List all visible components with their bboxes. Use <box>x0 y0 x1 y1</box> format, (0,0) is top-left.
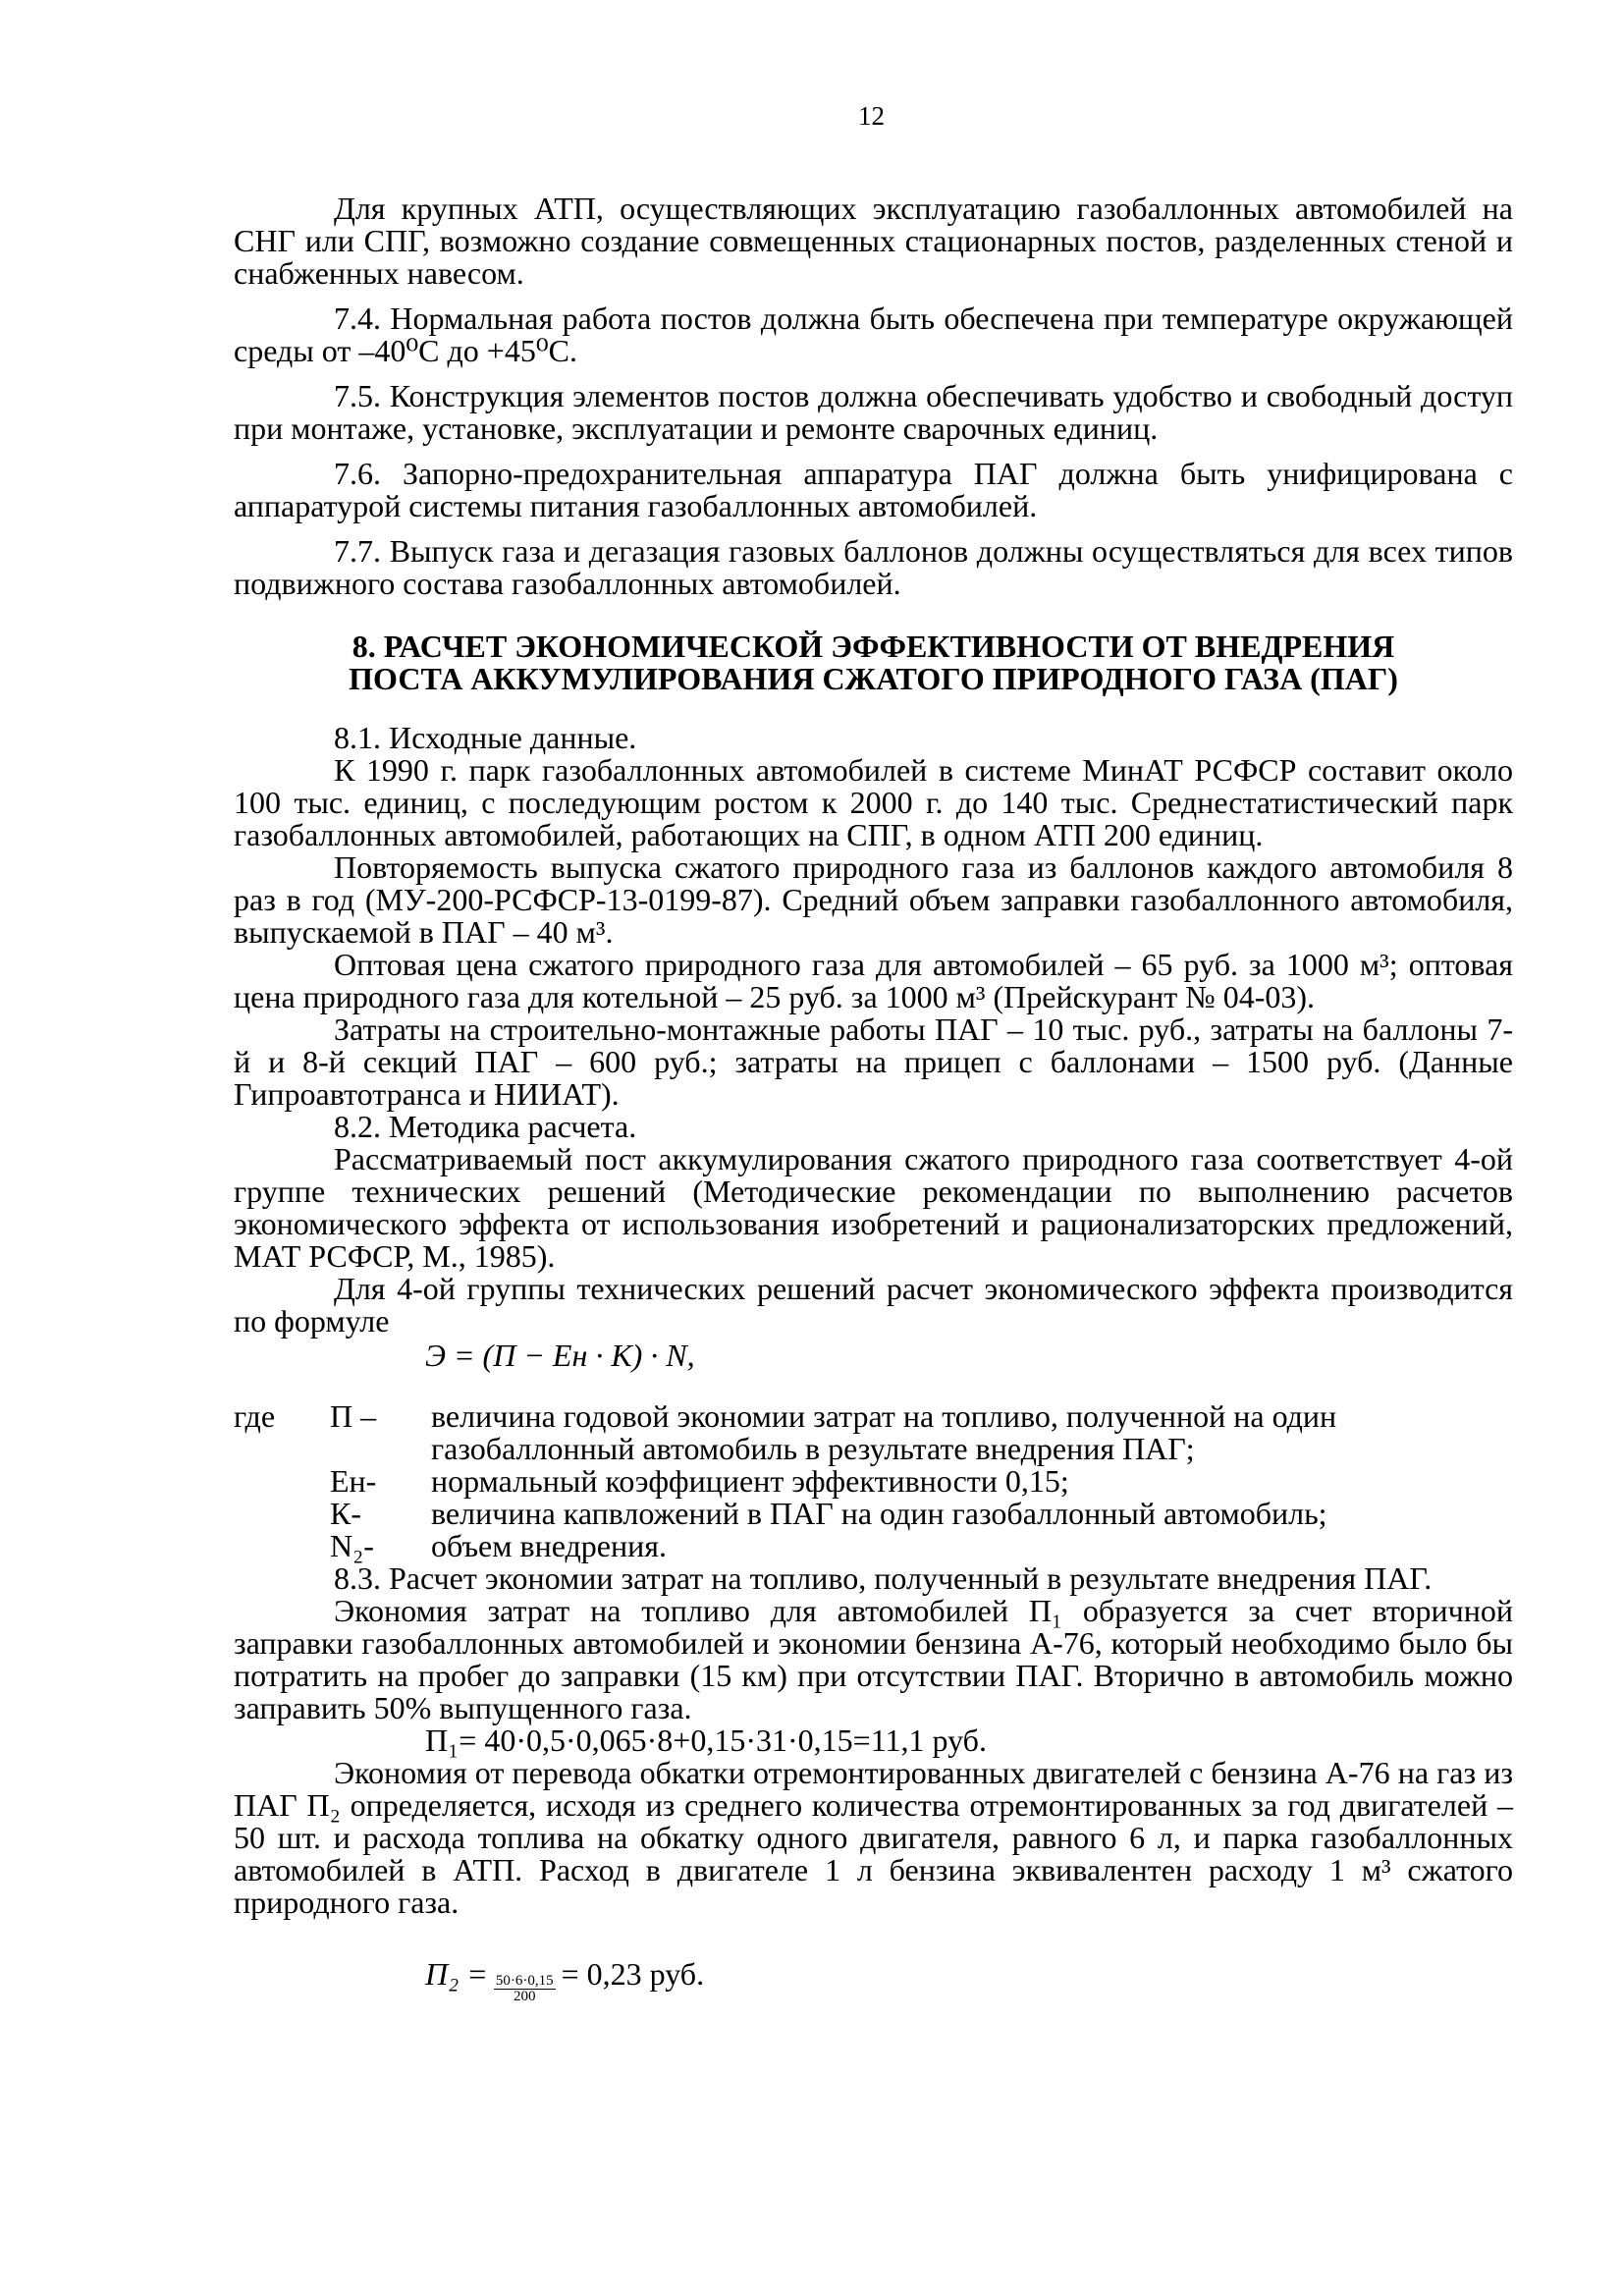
definition-prefix: где <box>234 1398 276 1434</box>
formula-main: Э = (П − Eн · К) · N, <box>425 1338 695 1373</box>
fraction <box>494 1974 556 2004</box>
definition-symbol: Ен- <box>330 1463 377 1499</box>
definition-prefix <box>234 1498 330 1530</box>
formula-p2-lhs: П₂ = <box>425 1956 488 1992</box>
definition-prefix <box>234 1465 330 1498</box>
definition-text: величина капвложений в ПАГ на один газобаллонный автомобиль; <box>431 1496 1327 1531</box>
paragraph: 7.7. Выпуск газа и дегазация газовых баллонов должны осуществляться для всех типов подвижного состава газобаллонных автомобилей. <box>234 533 1513 601</box>
definition-symbol: К- <box>330 1496 361 1531</box>
formula-p2 <box>234 1958 1513 2004</box>
formula-p2-rhs: = 0,23 руб. <box>561 1956 705 1992</box>
paragraph: Оптовая цена сжатого природного газа для автомобилей – 65 руб. за 1000 м³; оптовая цена природного газа для котельной – 25 руб. за 1000 м³ (Прейскурант № 04-03). <box>234 947 1513 1014</box>
paragraph: 7.6. Запорно-предохранительная аппаратура ПАГ должна быть унифицирована с аппаратурой системы питания газобаллонных автомобилей. <box>234 456 1513 523</box>
paragraph: Для крупных АТП, осуществляющих эксплуатацию газобаллонных автомобилей на СНГ или СПГ, возможно создание совмещенных стационарных постов, разделенных стеной и снабженных навесом. <box>234 191 1513 291</box>
paragraph: 8.2. Методика расчета. <box>334 1109 637 1144</box>
definition-text: нормальный коэффициент эффективности 0,15; <box>431 1463 1069 1499</box>
definition-prefix <box>234 1530 330 1562</box>
definition-symbol: П – <box>330 1398 377 1434</box>
definition-row <box>234 1465 1513 1498</box>
definition-row <box>234 1530 1513 1562</box>
page-number: 12 <box>858 101 885 131</box>
heading-line: ПОСТА АККУМУЛИРОВАНИЯ СЖАТОГО ПРИРОДНОГО ГАЗА (ПАГ) <box>349 661 1398 696</box>
paragraph: Экономия от перевода обкатки отремонтированных двигателей с бензина А-76 на газ из ПАГ П₂ определяется, исходя из среднего количества отремонтированных за год двигателей – 50 шт. и расхода топлива на обкатку одного двигателя, равного 6 л, и парка газобаллонных автомобилей в АТП. Расход в двигателе 1 л бензина эквивалентен расходу 1 м³ сжатого природного газа. <box>234 1755 1513 1920</box>
paragraph: Повторяемость выпуска сжатого природного газа из баллонов каждого автомобиля 8 раз в год (МУ-200-РСФСР-13-0199-87). Средний объем заправки газобаллонного автомобиля, выпускаемой в ПАГ – 40 м³. <box>234 849 1513 950</box>
paragraph: 7.5. Конструкция элементов постов должна обеспечивать удобство и свободный доступ при монтаже, установке, эксплуатации и ремонте сварочных единиц. <box>234 378 1513 446</box>
section-heading <box>234 630 1513 695</box>
page-content <box>234 192 1513 2004</box>
fraction-denominator: 200 <box>513 1989 536 2004</box>
formula-p1 <box>234 1724 1513 1757</box>
definition-row <box>234 1498 1513 1530</box>
paragraph: Экономия затрат на топливо для автомобилей П₁ образуется за счет вторичной заправки газобаллонных автомобилей и экономии бензина А-76, который необходимо было бы потратить на пробег до заправки (15 км) при отсутствии ПАГ. Вторично в автомобиль можно заправить 50% выпущенного газа. <box>234 1593 1513 1725</box>
formula-p1-text: П₁= 40·0,5·0,065·8+0,15·31·0,15=11,1 руб. <box>425 1722 987 1758</box>
paragraph: Затраты на строительно-монтажные работы ПАГ – 10 тыс. руб., затраты на баллоны 7-й и 8-й секций ПАГ – 600 руб.; затраты на прицеп с баллонами – 1500 руб. (Данные Гипроавтотранса и НИИАТ). <box>234 1011 1513 1112</box>
paragraph: Для 4-ой группы технических решений расчет экономического эффекта производится по формуле <box>234 1271 1513 1339</box>
definition-row <box>234 1400 1513 1465</box>
heading-line: 8. РАСЧЕТ ЭКОНОМИЧЕСКОЙ ЭФФЕКТИВНОСТИ ОТ ВНЕДРЕНИЯ <box>352 629 1395 664</box>
definitions-table <box>234 1400 1513 1562</box>
paragraph: 8.3. Расчет экономии затрат на топливо, полученный в результате внедрения ПАГ. <box>334 1560 1433 1596</box>
fraction-numerator: 50·6·0,15 <box>495 1973 554 1989</box>
definition-text: величина годовой экономии затрат на топливо, полученной на один газобаллонный автомобиль в результате внедрения ПАГ; <box>431 1398 1337 1466</box>
paragraph: Рассматриваемый пост аккумулирования сжатого природного газа соответствует 4-ой группе технических решений (Методические рекомендации по выполнению расчетов экономического эффекта от использования изобретений и рационализаторских предложений, МАТ РСФСР, М., 1985). <box>234 1141 1513 1274</box>
paragraph: К 1990 г. парк газобаллонных автомобилей в системе МинАТ РСФСР составит около 100 тыс. единиц, с последующим ростом к 2000 г. до 140 тыс. Среднестатистический парк газобаллонных автомобилей, работающих на СПГ, в одном АТП 200 единиц. <box>234 752 1513 852</box>
paragraph: 8.1. Исходные данные. <box>334 720 637 755</box>
definition-symbol: N₂- <box>330 1528 374 1563</box>
definition-text: объем внедрения. <box>431 1528 667 1563</box>
paragraph: 7.4. Нормальная работа постов должна быть обеспечена при температуре окружающей среды от –40⁰С до +45⁰С. <box>234 301 1513 368</box>
